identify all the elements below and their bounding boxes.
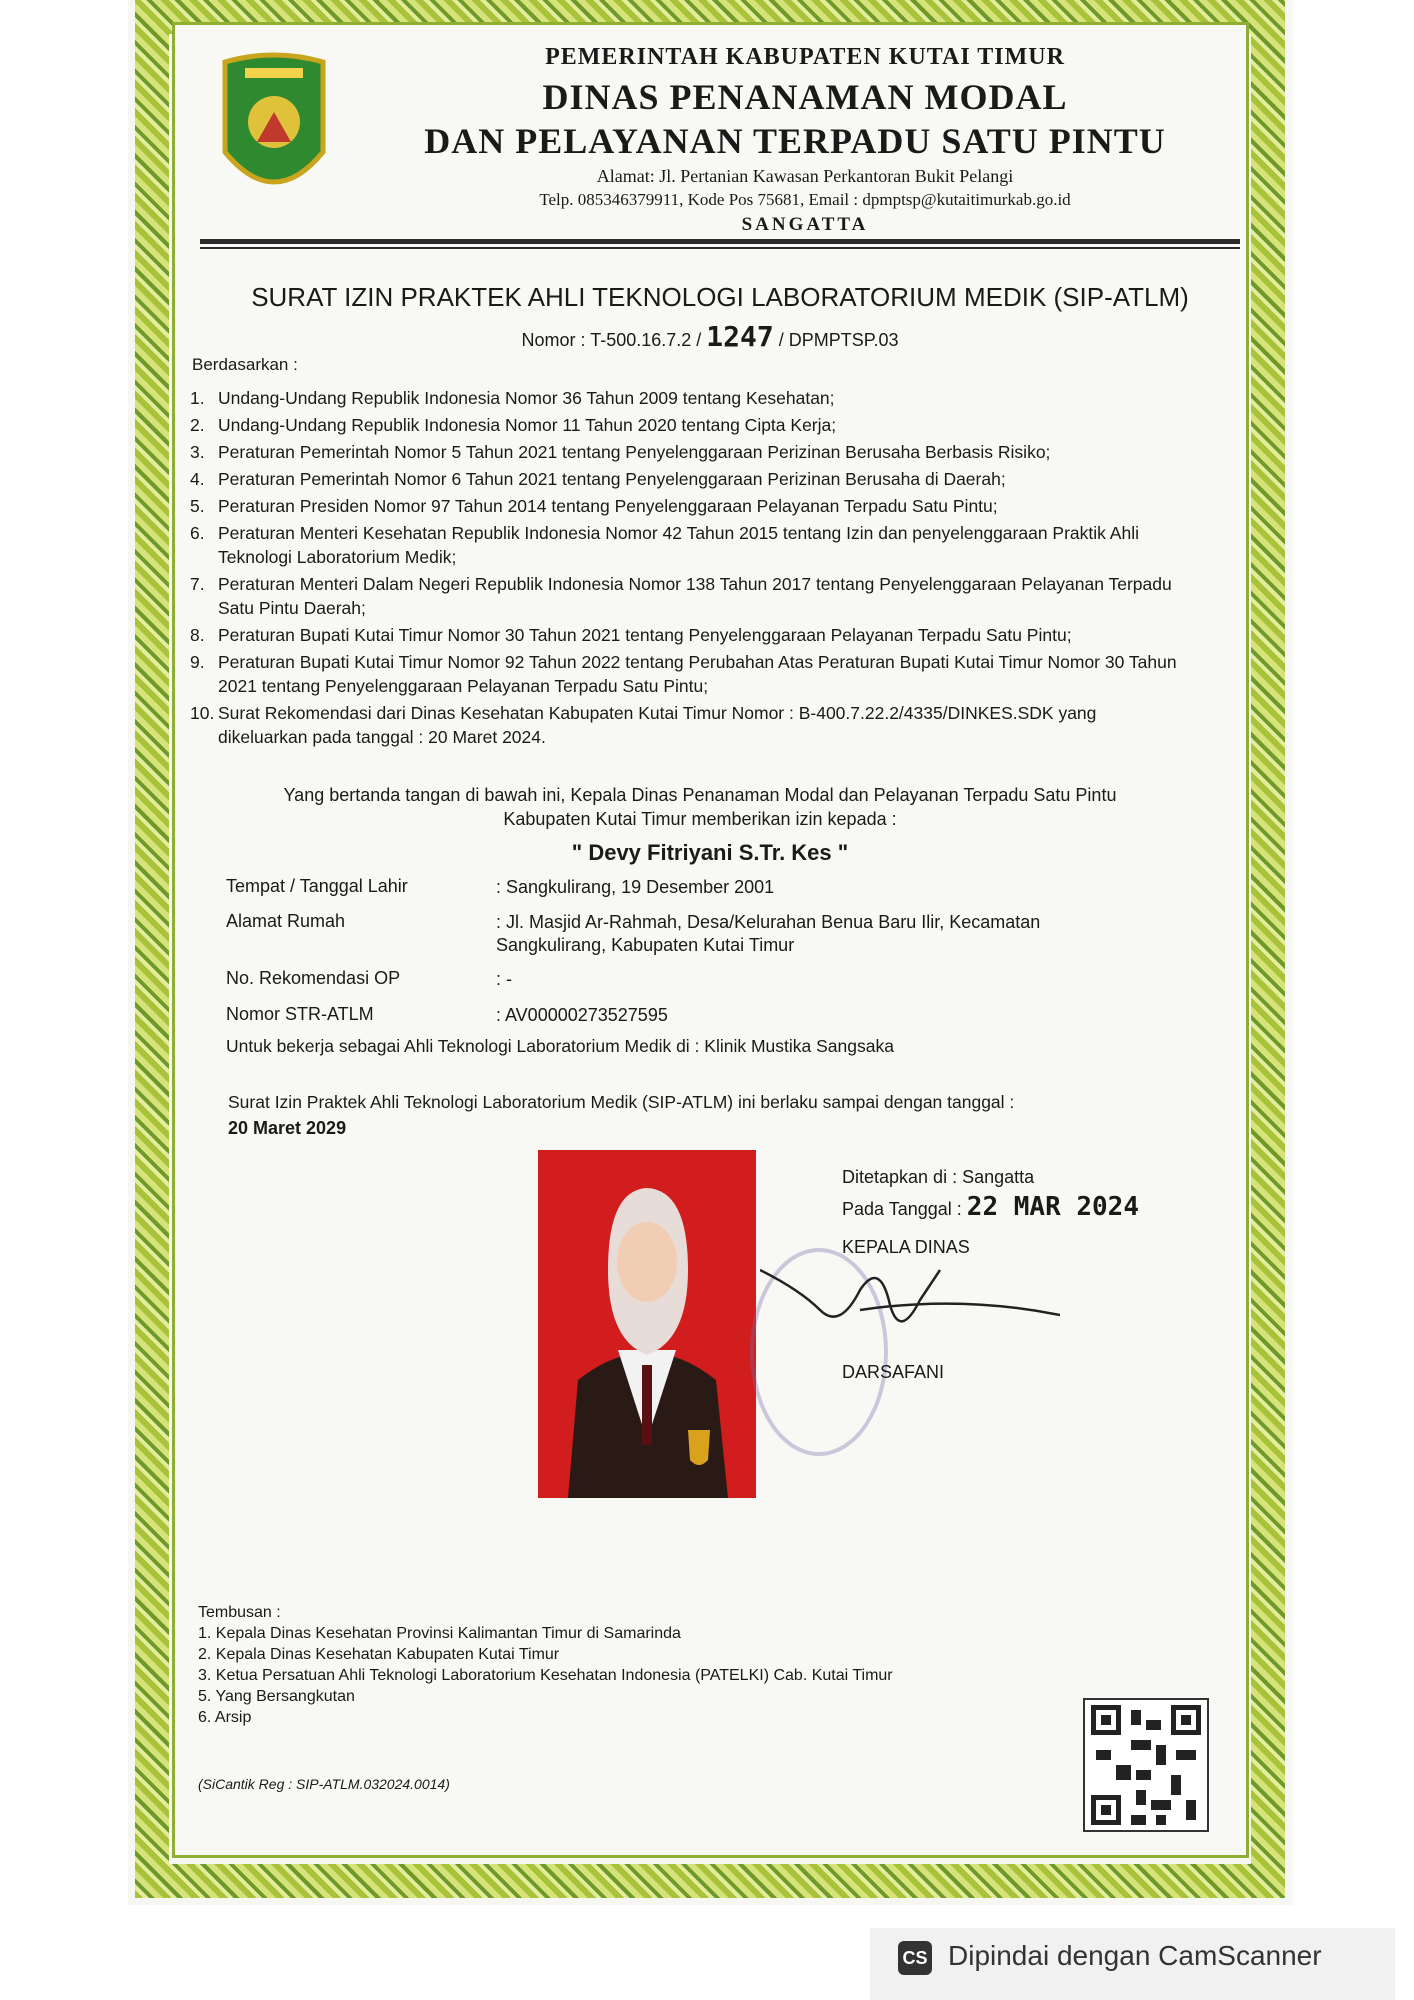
date-stamp: 22 MAR 2024 xyxy=(966,1192,1139,1222)
signatory-position: KEPALA DINAS xyxy=(842,1237,970,1257)
sicantik-reg: (SiCantik Reg : SIP-ATLM.032024.0014) xyxy=(198,1776,450,1792)
nomor-handwritten: 1247 xyxy=(706,320,774,353)
qr-code-icon xyxy=(1083,1698,1209,1832)
field-label-birth: Tempat / Tanggal Lahir xyxy=(226,876,408,896)
list-item: 8. Peraturan Bupati Kutai Timur Nomor 30 Tahun 2021 tentang Penyelenggaraan Pelayanan Terpadu Satu Pintu; xyxy=(190,625,1072,645)
list-item: 3. Peraturan Pemerintah Nomor 5 Tahun 2021 tentang Penyelenggaraan Perizinan Berusaha Berbasis Risiko; xyxy=(190,442,1051,462)
list-item: 1. Undang-Undang Republik Indonesia Nomor 36 Tahun 2009 tentang Kesehatan; xyxy=(190,388,835,408)
header-city: SANGATTA xyxy=(741,214,869,235)
intro-paragraph: Yang bertanda tangan di bawah ini, Kepala Dinas Penanaman Modal dan Pelayanan Terpadu Satu Pintu Kabupaten Kutai Timur memberikan izin kepada : xyxy=(283,785,1117,829)
holder-name: " Devy Fitriyani S.Tr. Kes " xyxy=(571,840,849,865)
field-value-recommendation: : - xyxy=(496,969,512,989)
validity-date: 20 Maret 2029 xyxy=(228,1118,347,1138)
list-item: 1. Kepala Dinas Kesehatan Provinsi Kalimantan Timur di Samarinda xyxy=(198,1625,681,1642)
list-item: 5. Peraturan Presiden Nomor 97 Tahun 2014 tentang Penyelenggaraan Pelayanan Terpadu Satu Pintu; xyxy=(190,496,998,516)
pada-tanggal-row xyxy=(842,1192,1139,1224)
list-item: 2. Kepala Dinas Kesehatan Kabupaten Kutai Timur xyxy=(198,1646,560,1663)
tembusan-heading: Tembusan : xyxy=(198,1604,281,1621)
document-number xyxy=(400,320,1020,353)
header-government: PEMERINTAH KABUPATEN KUTAI TIMUR xyxy=(545,44,1065,70)
header-rule-thick xyxy=(200,239,1240,244)
berdasarkan-heading: Berdasarkan : xyxy=(192,355,298,374)
field-value-birth: : Sangkulirang, 19 Desember 2001 xyxy=(496,877,775,897)
document-title: SURAT IZIN PRAKTEK AHLI TEKNOLOGI LABORATORIUM MEDIK (SIP-ATLM) xyxy=(251,282,1189,312)
field-label-address: Alamat Rumah xyxy=(226,911,346,931)
handwritten-signature xyxy=(760,1250,1060,1350)
list-item: 3. Ketua Persatuan Ahli Teknologi Laboratorium Kesehatan Indonesia (PATELKI) Cab. Kutai Timur xyxy=(198,1667,893,1684)
list-item: 10. Surat Rekomendasi dari Dinas Kesehatan Kabupaten Kutai Timur Nomor : B-400.7.22.2/4335/DINKES.SDK yang dikeluarkan pada tanggal : 20 Maret 2024. xyxy=(190,703,1097,747)
field-value-address: : Jl. Masjid Ar-Rahmah, Desa/Kelurahan Benua Baru Ilir, Kecamatan Sangkulirang, Kabupaten Kutai Timur xyxy=(496,912,1041,955)
list-item: 6. Arsip xyxy=(198,1709,252,1726)
nomor-suffix: / DPMPTSP.03 xyxy=(778,330,899,350)
header-rule-thin xyxy=(200,247,1240,249)
header-contact: Telp. 085346379911, Kode Pos 75681, Email : dpmptsp@kutaitimurkab.go.id xyxy=(539,190,1071,209)
header-address: Alamat: Jl. Pertanian Kawasan Perkantoran Bukit Pelangi xyxy=(596,166,1014,186)
legal-basis-list xyxy=(190,386,1190,752)
field-value-str: : AV00000273527595 xyxy=(496,1005,668,1025)
signatory-name: DARSAFANI xyxy=(842,1362,945,1382)
portrait-image xyxy=(538,1150,756,1498)
list-item: 6. Peraturan Menteri Kesehatan Republik Indonesia Nomor 42 Tahun 2015 tentang Izin dan penyelenggaraan Praktik Ahli Teknologi Laboratorium Medik; xyxy=(190,523,1139,567)
validity-statement: Surat Izin Praktek Ahli Teknologi Laboratorium Medik (SIP-ATLM) ini berlaku sampai dengan tanggal : xyxy=(228,1092,1015,1112)
header-agency-line2: DAN PELAYANAN TERPADU SATU PINTU xyxy=(424,121,1166,161)
header-agency-line1: DINAS PENANAMAN MODAL xyxy=(542,77,1068,117)
camscanner-icon: CS xyxy=(898,1941,932,1975)
list-item: 9. Peraturan Bupati Kutai Timur Nomor 92 Tahun 2022 tentang Perubahan Atas Peraturan Bupati Kutai Timur Nomor 30 Tahun 2021 tentang Penyelenggaraan Pelayanan Terpadu Satu Pintu; xyxy=(190,652,1177,696)
workplace-statement: Untuk bekerja sebagai Ahli Teknologi Laboratorium Medik di : Klinik Mustika Sangsaka xyxy=(226,1036,894,1056)
field-label-str: Nomor STR-ATLM xyxy=(226,1004,374,1024)
list-item: 2. Undang-Undang Republik Indonesia Nomor 11 Tahun 2020 tentang Cipta Kerja; xyxy=(190,415,837,435)
list-item: 5. Yang Bersangkutan xyxy=(198,1688,355,1705)
nomor-prefix: Nomor : T-500.16.7.2 / xyxy=(521,330,702,350)
signature-place-date xyxy=(842,1162,1139,1224)
tembusan-block xyxy=(198,1602,893,1728)
kutai-timur-emblem-icon xyxy=(215,52,333,212)
camscanner-text: Dipindai dengan CamScanner xyxy=(948,1940,1322,1971)
list-item: 4. Peraturan Pemerintah Nomor 6 Tahun 2021 tentang Penyelenggaraan Perizinan Berusaha di Daerah; xyxy=(190,469,1006,489)
ditetapkan-text: Ditetapkan di : Sangatta xyxy=(842,1167,1035,1187)
list-item: 7. Peraturan Menteri Dalam Negeri Republik Indonesia Nomor 138 Tahun 2017 tentang Penyelenggaraan Pelayanan Terpadu Satu Pintu Daerah; xyxy=(190,574,1172,618)
holder-photo xyxy=(538,1150,756,1498)
pada-tanggal-label: Pada Tanggal : xyxy=(842,1199,962,1219)
field-label-recommendation: No. Rekomendasi OP xyxy=(226,968,401,988)
